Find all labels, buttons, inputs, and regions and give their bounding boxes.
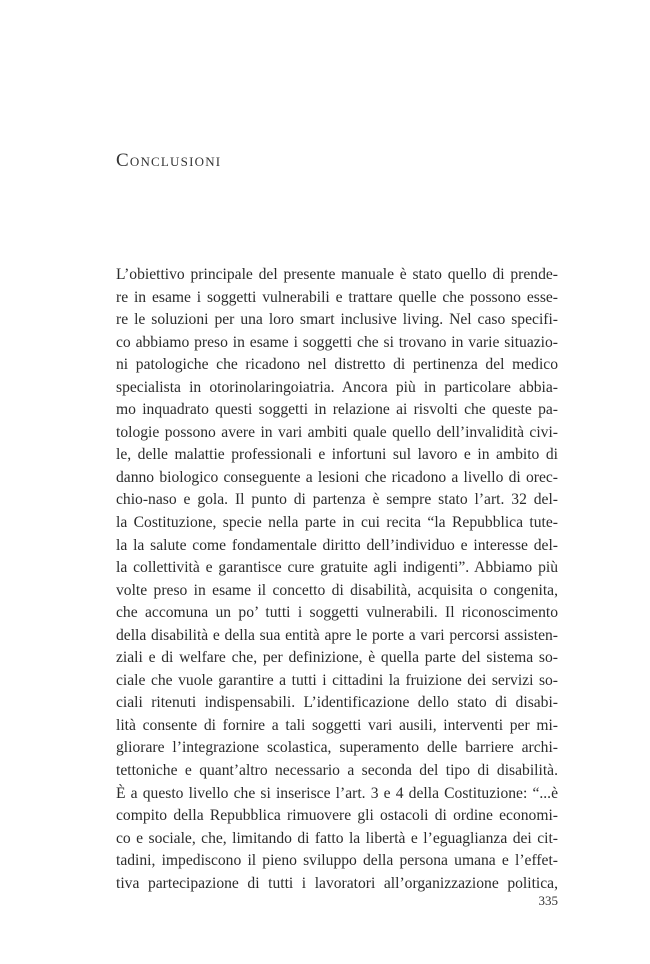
text-line: re le soluzioni per una loro smart inclusive living. Nel caso specifi- xyxy=(116,311,558,329)
text-line: re in esame i soggetti vulnerabili e trattare quelle che possono esse- xyxy=(116,288,558,306)
text-line: tadini, impediscono il pieno sviluppo della persona umana e l’effet- xyxy=(116,852,558,870)
text-line: specialista in otorinolaringoiatria. Ancora più in particolare abbia- xyxy=(116,378,558,396)
text-line: compito della Repubblica rimuovere gli ostacoli di ordine economi- xyxy=(116,807,558,825)
text-line: tiva partecipazione di tutti i lavoratori all’organizzazione politica, xyxy=(116,874,558,892)
text-line: ziali e di welfare che, per definizione, è quella parte del sistema so- xyxy=(116,649,558,667)
text-line: chio-naso e gola. Il punto di partenza è sempre stato l’art. 32 del- xyxy=(116,491,558,509)
text-line: la collettività e garantisce cure gratuite agli indigenti”. Abbiamo più xyxy=(116,559,558,577)
text-line: ciale che vuole garantire a tutti i cittadini la fruizione dei servizi so- xyxy=(116,671,558,689)
text-line: tettoniche e quant’altro necessario a seconda del tipo di disabilità. xyxy=(116,762,558,780)
text-line: la Costituzione, specie nella parte in cui recita “la Repubblica tute- xyxy=(116,514,558,532)
text-line: la la salute come fondamentale diritto dell’individuo e interesse del- xyxy=(116,536,558,554)
page-number: 335 xyxy=(538,893,558,908)
text-line: lità consente di fornire a tali soggetti vari ausili, interventi per mi- xyxy=(116,716,558,734)
text-line: co abbiamo preso in esame i soggetti che si trovano in varie situazio- xyxy=(116,333,558,351)
text-line: della disabilità e della sua entità apre le porte a vari percorsi assisten- xyxy=(116,626,558,644)
text-line: ni patologiche che ricadono nel distretto di pertinenza del medico xyxy=(116,356,558,374)
text-line: L’obiettivo principale del presente manuale è stato quello di prende- xyxy=(116,266,558,283)
text-line: mo inquadrato questi soggetti in relazione ai risvolti che queste pa- xyxy=(116,401,558,419)
text-line: È a questo livello che si inserisce l’art. 3 e 4 della Costituzione: “...è xyxy=(116,784,558,802)
chapter-heading: Conclusioni xyxy=(116,150,222,171)
text-line: le, delle malattie professionali e infortuni sul lavoro e in ambito di xyxy=(116,446,558,464)
text-line: gliorare l’integrazione scolastica, superamento delle barriere archi- xyxy=(116,739,558,757)
text-line: ciali ritenuti indispensabili. L’identificazione dello stato di disabi- xyxy=(116,694,558,712)
text-line: tologie possono avere in vari ambiti quale quello dell’invalidità civi- xyxy=(116,423,558,441)
text-line: danno biologico conseguente a lesioni che ricadono a livello di orec- xyxy=(116,468,558,486)
text-line: che accomuna un po’ tutti i soggetti vulnerabili. Il riconoscimento xyxy=(116,604,558,622)
body-paragraph xyxy=(116,264,558,895)
text-line: volte preso in esame il concetto di disabilità, acquisita o congenita, xyxy=(116,581,558,599)
text-line: co e sociale, che, limitando di fatto la libertà e l’eguaglianza dei cit- xyxy=(116,829,558,847)
